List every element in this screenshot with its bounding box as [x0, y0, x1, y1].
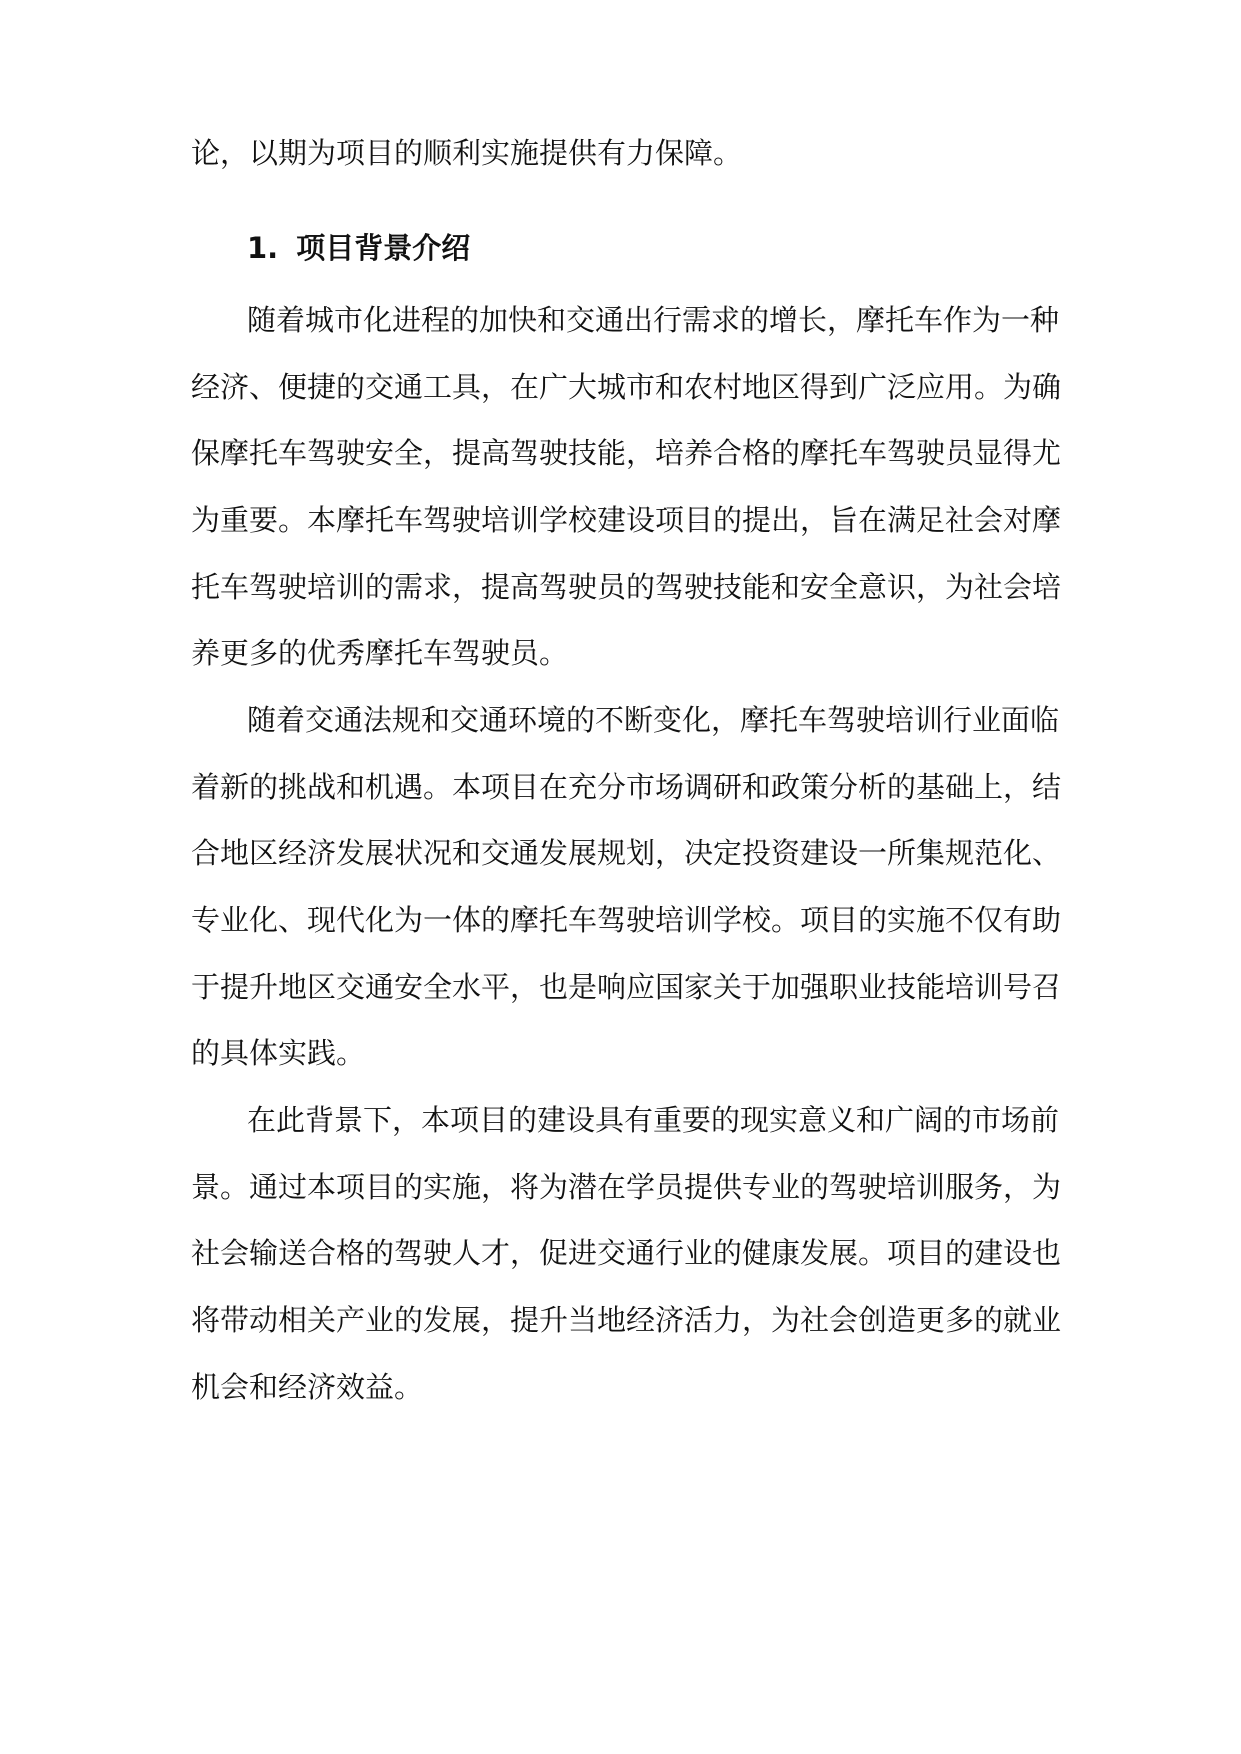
paragraph-1-line-4: 为重要。本摩托车驾驶培训学校建设项目的提出，旨在满足社会对摩	[191, 503, 1062, 537]
paragraph-2-line-1: 随着交通法规和交通环境的不断变化，摩托车驾驶培训行业面临	[247, 703, 1060, 737]
paragraph-1-line-1: 随着城市化进程的加快和交通出行需求的增长，摩托车作为一种	[247, 303, 1060, 337]
intro-line: 论，以期为项目的顺利实施提供有力保障。	[191, 136, 743, 170]
paragraph-3-line-2: 景。通过本项目的实施，将为潜在学员提供专业的驾驶培训服务，为	[191, 1170, 1062, 1204]
paragraph-3-line-4: 将带动相关产业的发展，提升当地经济活力，为社会创造更多的就业	[191, 1303, 1062, 1337]
paragraph-1-line-6: 养更多的优秀摩托车驾驶员。	[191, 636, 569, 670]
section-number: 1.	[247, 231, 279, 265]
section-heading	[247, 228, 470, 268]
paragraph-3-line-5: 机会和经济效益。	[191, 1370, 424, 1404]
paragraph-2-line-5: 于提升地区交通安全水平，也是响应国家关于加强职业技能培训号召	[191, 970, 1062, 1004]
paragraph-2-line-2: 着新的挑战和机遇。本项目在充分市场调研和政策分析的基础上，结	[191, 770, 1062, 804]
paragraph-2-line-3: 合地区经济发展状况和交通发展规划，决定投资建设一所集规范化、	[191, 836, 1062, 870]
paragraph-3-line-3: 社会输送合格的驾驶人才，促进交通行业的健康发展。项目的建设也	[191, 1236, 1062, 1270]
paragraph-2-line-6: 的具体实践。	[191, 1036, 366, 1070]
paragraph-3-line-1: 在此背景下，本项目的建设具有重要的现实意义和广阔的市场前	[247, 1103, 1060, 1137]
paragraph-1-line-2: 经济、便捷的交通工具，在广大城市和农村地区得到广泛应用。为确	[191, 370, 1062, 404]
paragraph-1-line-3: 保摩托车驾驶安全，提高驾驶技能，培养合格的摩托车驾驶员显得尤	[191, 436, 1062, 470]
section-title: 项目背景介绍	[296, 231, 471, 265]
paragraph-2-line-4: 专业化、现代化为一体的摩托车驾驶培训学校。项目的实施不仅有助	[191, 903, 1062, 937]
paragraph-1-line-5: 托车驾驶培训的需求，提高驾驶员的驾驶技能和安全意识，为社会培	[191, 570, 1062, 604]
